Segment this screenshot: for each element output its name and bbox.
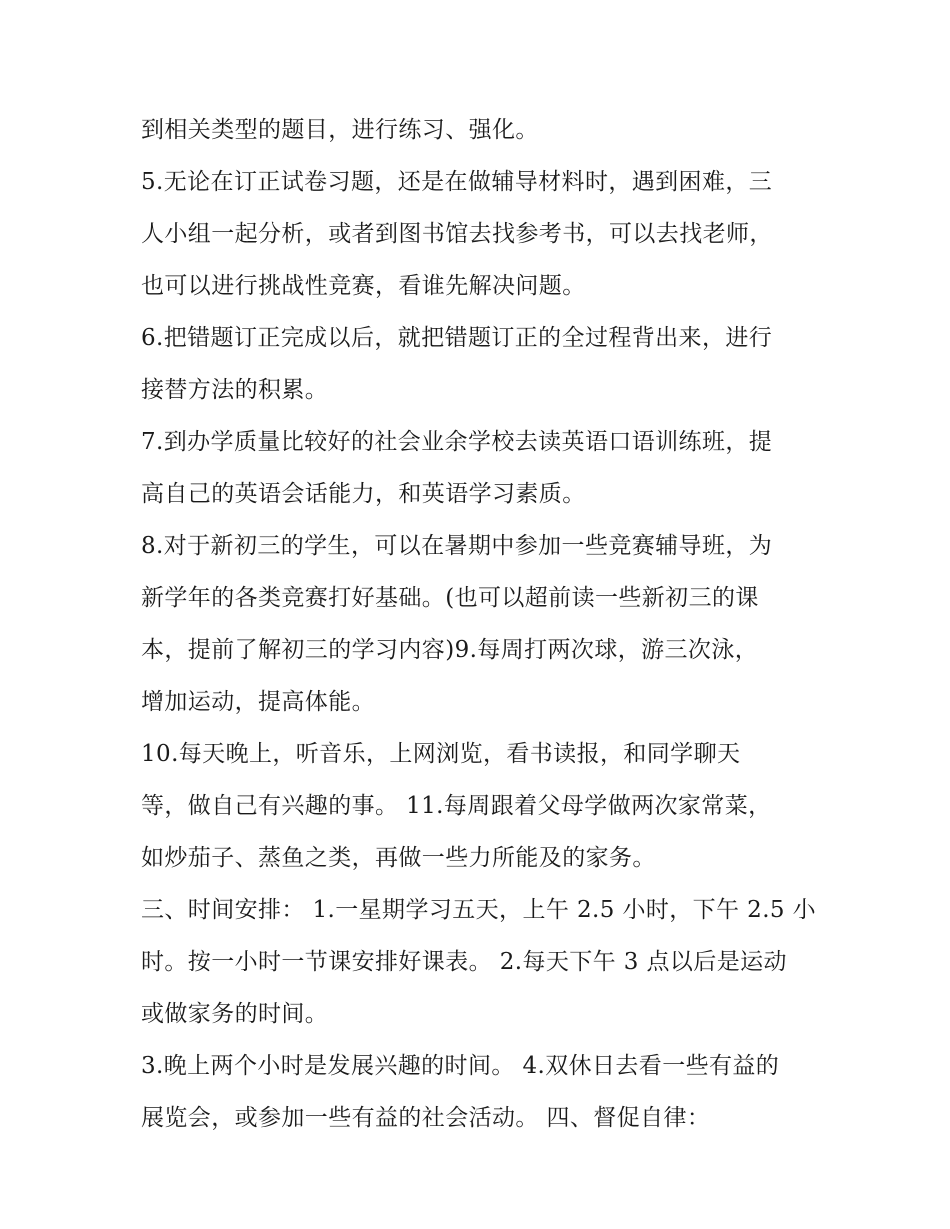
- text-line: 增加运动，提高体能。: [141, 689, 375, 715]
- text-line: 时。按一小时一节课安排好课表。 2.每天下午 3 点以后是运动: [141, 949, 787, 975]
- text-line: 也可以进行挑战性竞赛，看谁先解决问题。: [141, 273, 586, 299]
- text-line: 3.晚上两个小时是发展兴趣的时间。 4.双休日去看一些有益的: [141, 1053, 780, 1079]
- text-line: 本，提前了解初三的学习内容)9.每周打两次球，游三次泳，: [141, 637, 759, 663]
- text-line: 5.无论在订正试卷习题，还是在做辅导材料时，遇到困难，三: [141, 169, 773, 195]
- text-line: 人小组一起分析，或者到图书馆去找参考书，可以去找老师，: [141, 221, 773, 247]
- text-line: 展览会，或参加一些有益的社会活动。 四、督促自律：: [141, 1105, 711, 1131]
- text-line: 等，做自己有兴趣的事。 11.每周跟着父母学做两次家常菜，: [141, 793, 772, 819]
- text-line: 高自己的英语会话能力，和英语学习素质。: [141, 481, 586, 507]
- text-line: 三、时间安排： 1.一星期学习五天，上午 2.5 小时，下午 2.5 小: [141, 897, 817, 923]
- text-line: 新学年的各类竞赛打好基础。(也可以超前读一些新初三的课: [141, 585, 759, 611]
- text-line: 6.把错题订正完成以后，就把错题订正的全过程背出来，进行: [141, 325, 773, 351]
- text-line: 如炒茄子、蒸鱼之类，再做一些力所能及的家务。: [141, 845, 656, 871]
- text-line: 7.到办学质量比较好的社会业余学校去读英语口语训练班，提: [141, 429, 773, 455]
- text-line: 接替方法的积累。: [141, 377, 329, 403]
- text-line: 8.对于新初三的学生，可以在暑期中参加一些竞赛辅导班，为: [141, 533, 773, 559]
- text-line: 10.每天晚上，听音乐，上网浏览，看书读报，和同学聊天: [141, 741, 741, 767]
- text-line: 到相关类型的题目，进行练习、强化。: [141, 117, 539, 143]
- text-line: 或做家务的时间。: [141, 1001, 329, 1027]
